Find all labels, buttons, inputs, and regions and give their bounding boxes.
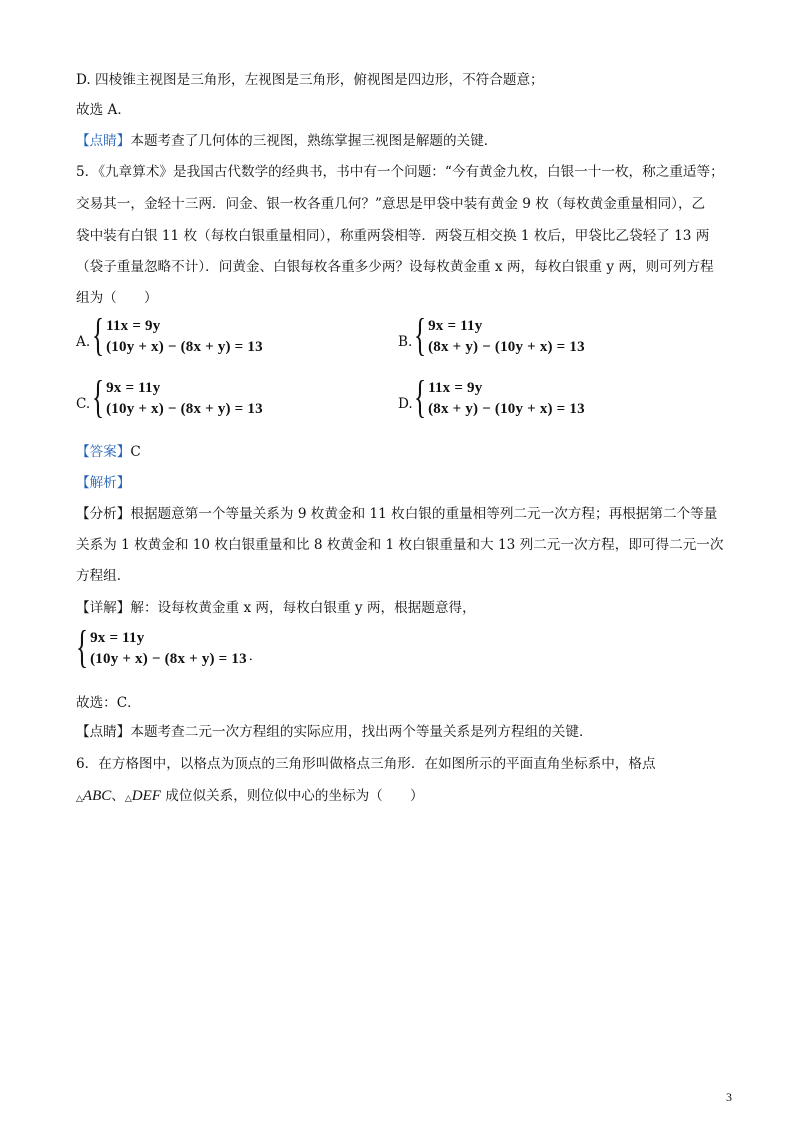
text-line: 故选 A． (76, 102, 131, 118)
answer-value: C (130, 444, 141, 460)
fenxi-line: 关系为 1 枚黄金和 10 枚白银重量和比 8 枚黄金和 1 枚白银重量和大 13 列二元一次方程，即可得二元一次 (76, 537, 724, 553)
equation: (8x + y) − (10y + x) = 13 (428, 339, 585, 355)
text-line: D. 四棱锥主视图是三角形，左视图是三角形，俯视图是四边形，不符合题意； (76, 72, 544, 88)
brace-icon: { (76, 621, 89, 672)
dianjing-tag: 【点睛】 (76, 724, 131, 740)
answer-line (76, 442, 736, 462)
math-def: DEF (131, 788, 161, 804)
text-span: 解：设每枚黄金重 x 两，每枚白银重 y 两，根据题意得， (130, 600, 476, 616)
text-line (76, 131, 736, 151)
equation: 9x = 11y (90, 630, 145, 646)
equation-trail: ． (248, 648, 262, 663)
dianjing-line (76, 722, 736, 742)
equation: (10y + x) − (8x + y) = 13 (106, 339, 263, 355)
math-abc: ABC (82, 788, 112, 804)
brace-icon: { (414, 309, 427, 360)
equation: 11x = 9y (106, 318, 161, 334)
separator: 、 (111, 788, 125, 804)
text-span: 本题考查了几何体的三视图，熟练掌握三视图是解题的关键． (130, 133, 498, 149)
analysis-tag-line (76, 473, 736, 493)
option-b-label: B. (398, 334, 413, 350)
question-5-line: 组为（ ） (76, 290, 158, 306)
text-span: 成位似关系，则位似中心的坐标为（ ） (160, 788, 424, 804)
option-d-system (414, 371, 585, 422)
option-a-label: A. (76, 334, 91, 350)
equation: 9x = 11y (106, 380, 161, 396)
option-c-label: C. (76, 396, 91, 412)
detail-system (76, 621, 262, 672)
triangle-icon: △ (76, 794, 83, 804)
brace-icon: { (414, 371, 427, 422)
option-c-system (92, 371, 263, 422)
option-d-label: D. (398, 396, 413, 412)
question-5-line: 袋中装有白银 11 枚（每枚白银重量相同），称重两袋相等．两袋互相交换 1 枚后，甲袋比乙袋轻了 13 两 (76, 228, 710, 244)
equation: (8x + y) − (10y + x) = 13 (428, 401, 585, 417)
text-span: 根据题意第一个等量关系为 9 枚黄金和 11 枚白银的重量相等列二元一次方程；再根据第二个等量 (130, 506, 718, 522)
detail-tag: 【详解】 (76, 600, 131, 616)
question-6-line: 6．在方格图中，以格点为顶点的三角形叫做格点三角形．在如图所示的平面直角坐标系中，格点 (76, 756, 656, 772)
text-span: 本题考查二元一次方程组的实际应用，找出两个等量关系是列方程组的关键． (130, 724, 593, 740)
page-number: 3 (726, 1090, 732, 1104)
detail-line (76, 598, 736, 618)
equation: (10y + x) − (8x + y) = 13 (90, 651, 247, 667)
question-6-line (76, 786, 736, 808)
analysis-tag: 【解析】 (76, 475, 131, 491)
triangle-icon: △ (124, 794, 132, 804)
section-tag: 【点睛】 (76, 133, 131, 149)
equation: 11x = 9y (428, 380, 483, 396)
equation: 9x = 11y (428, 318, 483, 334)
question-5-line: 交易其一，金轻十三两．问金、银一枚各重几何？”意思是甲袋中装有黄金 9 枚（每枚黄金重量相同），乙 (76, 196, 706, 212)
brace-icon: { (92, 309, 105, 360)
option-a-system (92, 309, 263, 360)
fenxi-line (76, 504, 736, 524)
answer-tag: 【答案】 (76, 444, 131, 460)
option-b-system (414, 309, 585, 360)
fenxi-line: 方程组． (76, 568, 131, 584)
fenxi-tag: 【分析】 (76, 506, 131, 522)
brace-icon: { (92, 371, 105, 422)
question-5-line: （袋子重量忽略不计）．问黄金、白银每枚各重多少两？设每枚黄金重 x 两，每枚白银重 y 两，则可列方程 (76, 259, 714, 275)
question-5-line: 5．《九章算术》是我国古代数学的经典书，书中有一个问题：“今有黄金九枚，白银一十一枚，称之重适等； (76, 164, 724, 180)
equation: (10y + x) − (8x + y) = 13 (106, 401, 263, 417)
conclusion-line: 故选：C． (76, 695, 141, 711)
